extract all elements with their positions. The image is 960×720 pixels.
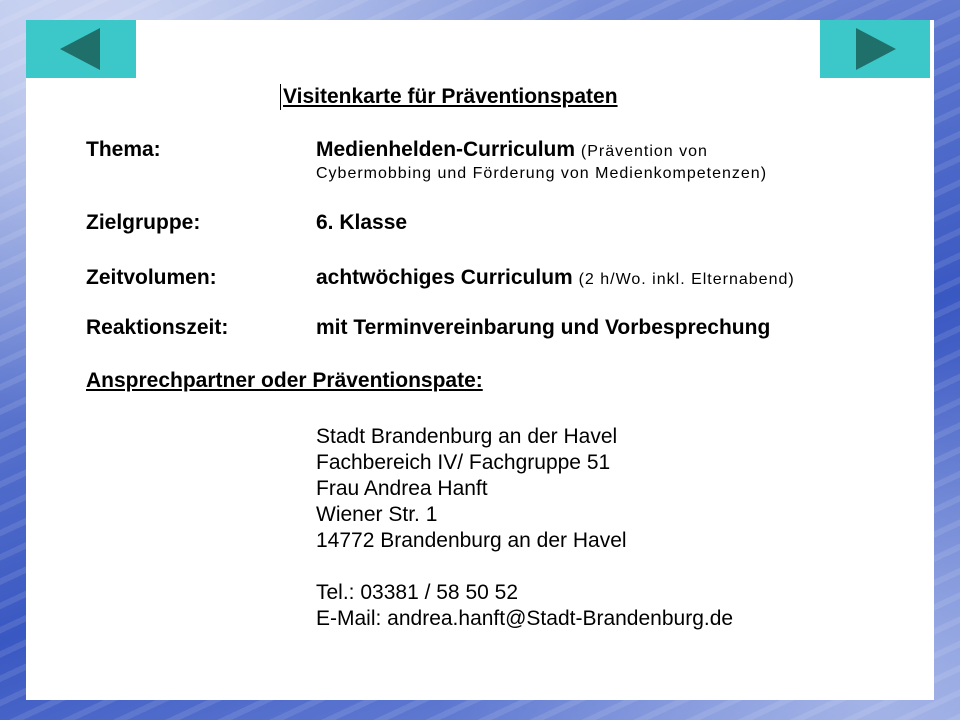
thema-note: (Prävention von: [580, 143, 708, 160]
thema-note-continuation: Cybermobbing und Förderung von Medienkompetenzen): [316, 165, 768, 182]
thema-value: [316, 137, 708, 165]
contact-line: 14772 Brandenburg an der Havel: [316, 529, 627, 552]
thema-value-main: Medienhelden-Curriculum: [316, 138, 576, 161]
contact-email[interactable]: E-Mail: andrea.hanft@Stadt-Brandenburg.de: [316, 607, 734, 630]
contact-line: Frau Andrea Hanft: [316, 477, 488, 500]
zeitvolumen-note: (2 h/Wo. inkl. Elternabend): [578, 271, 795, 288]
reaktionszeit-label: Reaktionszeit:: [86, 316, 229, 339]
zielgruppe-value: 6. Klasse: [316, 211, 408, 234]
slide-title: Visitenkarte für Präventionspaten: [280, 84, 618, 110]
zielgruppe-label: Zielgruppe:: [86, 211, 201, 234]
thema-label: Thema:: [86, 138, 161, 161]
contact-phone: Tel.: 03381 / 58 50 52: [316, 581, 518, 604]
zeitvolumen-value: [316, 265, 795, 293]
zeitvolumen-value-main: achtwöchiges Curriculum: [316, 266, 573, 289]
contact-line: Wiener Str. 1: [316, 503, 438, 526]
contact-line: Stadt Brandenburg an der Havel: [316, 425, 618, 448]
reaktionszeit-value: mit Terminvereinbarung und Vorbesprechung: [316, 316, 771, 339]
contact-line: Fachbereich IV/ Fachgruppe 51: [316, 451, 611, 474]
zeitvolumen-label: Zeitvolumen:: [86, 266, 217, 289]
contact-heading: Ansprechpartner oder Präventionspate:: [86, 369, 483, 392]
